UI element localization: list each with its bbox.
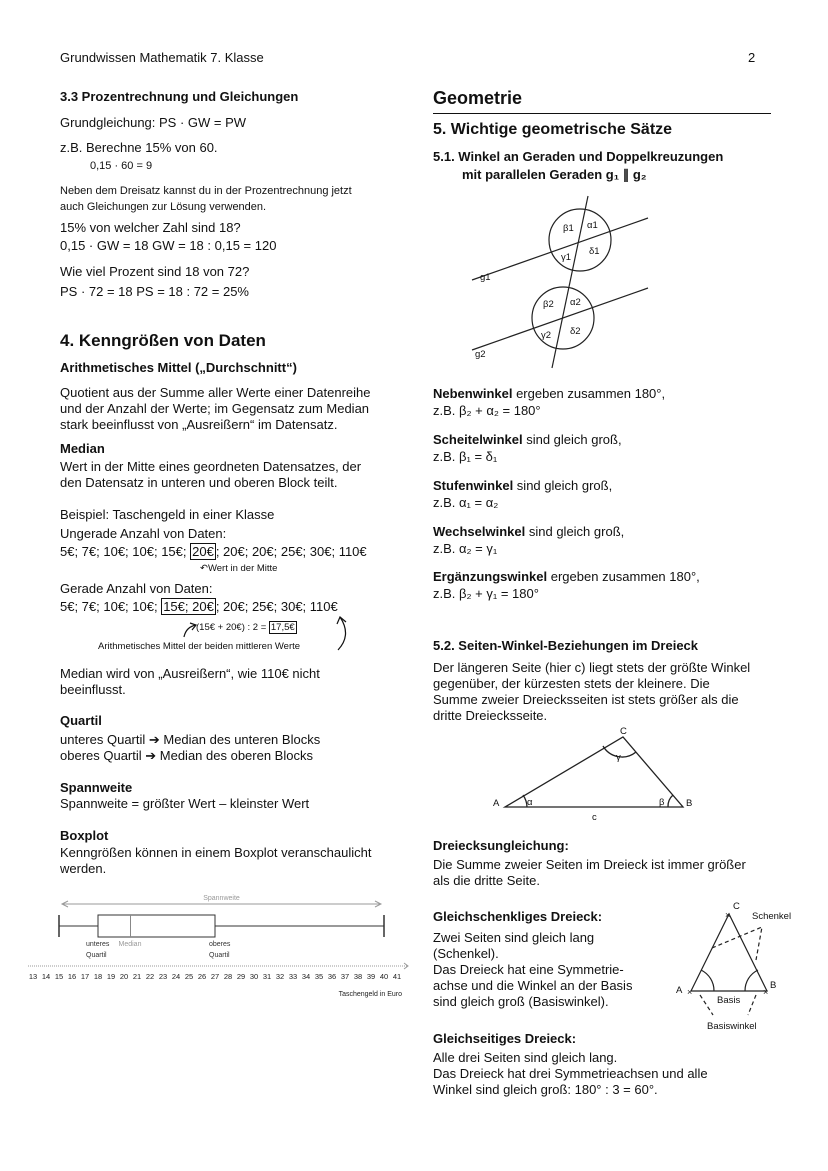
section-4-heading: 4. Kenngrößen von Daten: [60, 331, 266, 350]
rule-example: z.B. α₂ = γ₁: [433, 541, 498, 556]
median-heading: Median: [60, 441, 105, 456]
rule-text: sind gleich groß,: [513, 478, 613, 493]
rule-text: ergeben zusammen 180°,: [512, 386, 666, 401]
x-tick-label: 27: [210, 972, 220, 981]
text-line: den Datensatz in unteren und oberen Block teilt.: [60, 475, 338, 490]
calc-result: 17,5€: [270, 622, 295, 633]
x-tick-label: 15: [54, 972, 64, 981]
vertex-a: A: [493, 798, 500, 809]
example-text: z.B. Berechne 15% von 60.: [60, 140, 218, 155]
text-line: Spannweite = größter Wert – kleinster Wert: [60, 796, 310, 811]
x-tick-label: 14: [41, 972, 51, 981]
text-line: Summe zweier Dreiecksseiten ist stets größer als die: [433, 692, 739, 707]
x-tick-label: 32: [275, 972, 285, 981]
vertex-c: C: [620, 726, 627, 737]
text-line: Wert in der Mitte eines geordneten Datensatzes, der: [60, 459, 362, 474]
note-line: auch Gleichungen zur Lösung verwenden.: [60, 201, 267, 213]
data-values: ; 20€; 25€; 30€; 110€: [215, 599, 338, 614]
label-basiswinkel: Basiswinkel: [707, 1021, 757, 1032]
rule-text: ergeben zusammen 180°,: [547, 569, 700, 584]
example-calc: 0,15 · 60 = 9: [90, 160, 153, 172]
text-line: Zwei Seiten sind gleich lang: [433, 930, 595, 945]
x-tick-label: 19: [106, 972, 116, 981]
vertex-a: A: [676, 985, 683, 996]
text-line: werden.: [60, 861, 107, 876]
rule-example: z.B. β₁ = δ₁: [433, 449, 498, 464]
mean-note: Arithmetisches Mittel der beiden mittleren Werte: [98, 641, 301, 652]
grundgleichung: Grundgleichung: PS · GW = PW: [60, 115, 247, 130]
section-3-3-heading: 3.3 Prozentrechnung und Gleichungen: [60, 89, 299, 104]
angle-gamma1: γ1: [561, 252, 572, 263]
angle-beta1: β1: [563, 223, 574, 234]
x-tick-label: 30: [249, 972, 259, 981]
text-line: Der längeren Seite (hier c) liegt stets der größte Winkel: [433, 660, 751, 675]
median-calc: [196, 620, 297, 636]
rule-name: Scheitelwinkel: [433, 432, 523, 447]
even-label: Gerade Anzahl von Daten:: [60, 581, 213, 596]
svg-text:×: ×: [725, 910, 731, 920]
median-label: Median: [118, 941, 142, 948]
data-values: 5€; 7€; 10€; 10€;: [60, 599, 162, 614]
text-line: gegenüber, der kürzesten stets der kleinere. Die: [433, 676, 710, 691]
rule-ergaenzungswinkel: [433, 569, 700, 585]
question: 15% von welcher Zahl sind 18?: [60, 220, 241, 235]
calc-text: (15€ + 20€) : 2 =: [196, 622, 269, 633]
label-basis: Basis: [717, 995, 741, 1006]
angle-alpha2: α2: [570, 297, 581, 308]
rule-scheitelwinkel: [433, 432, 622, 448]
geometrie-heading: Geometrie: [433, 88, 523, 108]
x-tick-label: 22: [145, 972, 155, 981]
rule-nebenwinkel: [433, 386, 665, 402]
angle-beta: β: [659, 797, 665, 808]
lower-quartile-label: unteres: [86, 941, 110, 948]
x-tick-label: 39: [366, 972, 376, 981]
angle-delta2: δ2: [570, 326, 581, 337]
upper-quartile-label: oberes: [209, 941, 231, 948]
answer: 0,15 · GW = 18 GW = 18 : 0,15 = 120: [60, 238, 277, 253]
label-schenkel: Schenkel: [752, 911, 792, 922]
odd-data: [60, 544, 367, 560]
x-axis-label: Taschengeld in Euro: [338, 991, 402, 998]
note-line: Neben dem Dreisatz kannst du in der Prozentrechnung jetzt: [60, 185, 352, 197]
x-tick-label: 33: [288, 972, 298, 981]
ungleichung-heading: Dreiecksungleichung:: [433, 838, 569, 853]
text-line: (Schenkel).: [433, 946, 499, 961]
text-line: beeinflusst.: [60, 682, 126, 697]
angle-gamma2: γ2: [541, 330, 552, 341]
section-5-heading: 5. Wichtige geometrische Sätze: [433, 121, 673, 138]
vertex-c: C: [733, 901, 740, 912]
gleichschenklig-heading: Gleichschenkliges Dreieck:: [433, 909, 603, 924]
text-line: und der Anzahl der Werte; im Gegensatz zum Median: [60, 401, 370, 416]
angle-delta1: δ1: [589, 246, 600, 257]
x-tick-label: 34: [301, 972, 311, 981]
arrow-heads: [62, 901, 381, 907]
spannweite-heading: Spannweite: [60, 780, 133, 795]
text-line: Kenngrößen können in einem Boxplot veranschaulicht: [60, 845, 372, 860]
text-line: Quotient aus der Summe aller Werte einer Datenreihe: [60, 385, 371, 400]
line-label-g1: g1: [480, 272, 491, 283]
x-tick-label: 41: [392, 972, 402, 981]
even-data: [60, 599, 338, 615]
x-tick-label: 16: [67, 972, 77, 981]
upper-quartile-label: Quartil: [209, 952, 230, 959]
x-tick-label: 29: [236, 972, 246, 981]
x-tick-label: 13: [28, 972, 38, 981]
text-line: unteres Quartil ➔ Median des unteren Blocks: [60, 732, 321, 747]
rule-name: Stufenwinkel: [433, 478, 514, 493]
header-title: Grundwissen Mathematik 7. Klasse: [60, 50, 264, 65]
data-values: 5€; 7€; 10€; 10€; 15€;: [60, 544, 191, 559]
section-5-1-heading: mit parallelen Geraden g₁ ∥ g₂: [462, 167, 647, 182]
median-value-box: 20€: [192, 544, 214, 559]
text-line: Alle drei Seiten sind gleich lang.: [433, 1050, 618, 1065]
text-line: Die Summe zweier Seiten im Dreieck ist immer größer: [433, 857, 746, 872]
section-5-2-heading: 5.2. Seiten-Winkel-Beziehungen im Dreieck: [433, 638, 699, 653]
text-line: Median wird von „Ausreißern“, wie 110€ nicht: [60, 666, 320, 681]
lower-quartile-label: Quartil: [86, 952, 107, 959]
x-tick-label: 28: [223, 972, 233, 981]
heading-rule: [433, 113, 771, 114]
text-line: sind gleich groß (Basiswinkel).: [433, 994, 609, 1009]
answer: PS · 72 = 18 PS = 18 : 72 = 25%: [60, 284, 249, 299]
x-tick-label: 36: [327, 972, 337, 981]
rule-stufenwinkel: [433, 478, 612, 494]
x-tick-label: 31: [262, 972, 272, 981]
vertex-b: B: [770, 980, 777, 991]
x-tick-label: 21: [132, 972, 142, 981]
rule-name: Nebenwinkel: [433, 386, 513, 401]
example-title: Beispiel: Taschengeld in einer Klasse: [60, 507, 275, 522]
angle-beta2: β2: [543, 299, 554, 310]
x-tick-label: 17: [80, 972, 90, 981]
rule-wechselwinkel: [433, 524, 624, 540]
text-line: achse und die Winkel an der Basis: [433, 978, 633, 993]
angle-gamma: γ: [616, 752, 621, 763]
text-line: als die dritte Seite.: [433, 873, 540, 888]
side-c: c: [592, 812, 597, 823]
box: [98, 915, 215, 937]
text-line: oberes Quartil ➔ Median des oberen Blocks: [60, 748, 313, 763]
x-tick-label: 23: [158, 972, 168, 981]
rule-example: z.B. α₁ = α₂: [433, 495, 499, 510]
rule-name: Wechselwinkel: [433, 524, 526, 539]
data-values: ; 20€; 20€; 25€; 30€; 110€: [215, 544, 367, 559]
text-line: dritte Dreiecksseite.: [433, 708, 548, 723]
question: Wie viel Prozent sind 18 von 72?: [60, 264, 250, 279]
middle-value-note: ↶Wert in der Mitte: [200, 563, 278, 574]
angle-alpha1: α1: [587, 220, 598, 231]
boxplot-heading: Boxplot: [60, 828, 109, 843]
x-tick-label: 25: [184, 972, 194, 981]
x-tick-label: 18: [93, 972, 103, 981]
page-number: 2: [748, 50, 756, 65]
x-tick-label: 26: [197, 972, 207, 981]
svg-text:×: ×: [763, 987, 769, 997]
spannweite-label: Spannweite: [203, 895, 240, 902]
x-axis-arrow: [404, 963, 408, 969]
vertex-b: B: [686, 798, 693, 809]
mittel-heading: Arithmetisches Mittel („Durchschnitt“): [60, 360, 297, 375]
svg-text:×: ×: [687, 987, 693, 997]
x-tick-label: 24: [171, 972, 181, 981]
angle-alpha: α: [527, 797, 533, 808]
text-line: Das Dreieck hat drei Symmetrieachsen und alle: [433, 1066, 708, 1081]
rule-text: sind gleich groß,: [522, 432, 622, 447]
x-tick-label: 20: [119, 972, 129, 981]
quartil-heading: Quartil: [60, 713, 102, 728]
x-tick-label: 37: [340, 972, 350, 981]
rule-name: Ergänzungswinkel: [433, 569, 548, 584]
rule-text: sind gleich groß,: [525, 524, 625, 539]
x-tick-label: 40: [379, 972, 389, 981]
text-line: stark beeinflusst von „Ausreißern“ im Datensatz.: [60, 417, 338, 432]
x-tick-label: 35: [314, 972, 324, 981]
middle-values-box: 15€; 20€: [163, 599, 214, 614]
section-5-1-heading: 5.1. Winkel an Geraden und Doppelkreuzungen: [433, 149, 724, 164]
gleichseitig-heading: Gleichseitiges Dreieck:: [433, 1031, 577, 1046]
line-label-g2: g2: [475, 349, 486, 360]
text-line: Das Dreieck hat eine Symmetrie-: [433, 962, 624, 977]
rule-example: z.B. β₂ + γ₁ = 180°: [433, 586, 539, 601]
text-line: Winkel sind gleich groß: 180° : 3 = 60°.: [433, 1082, 658, 1097]
rule-example: z.B. β₂ + α₂ = 180°: [433, 403, 541, 418]
odd-label: Ungerade Anzahl von Daten:: [60, 526, 227, 541]
x-tick-label: 38: [353, 972, 363, 981]
